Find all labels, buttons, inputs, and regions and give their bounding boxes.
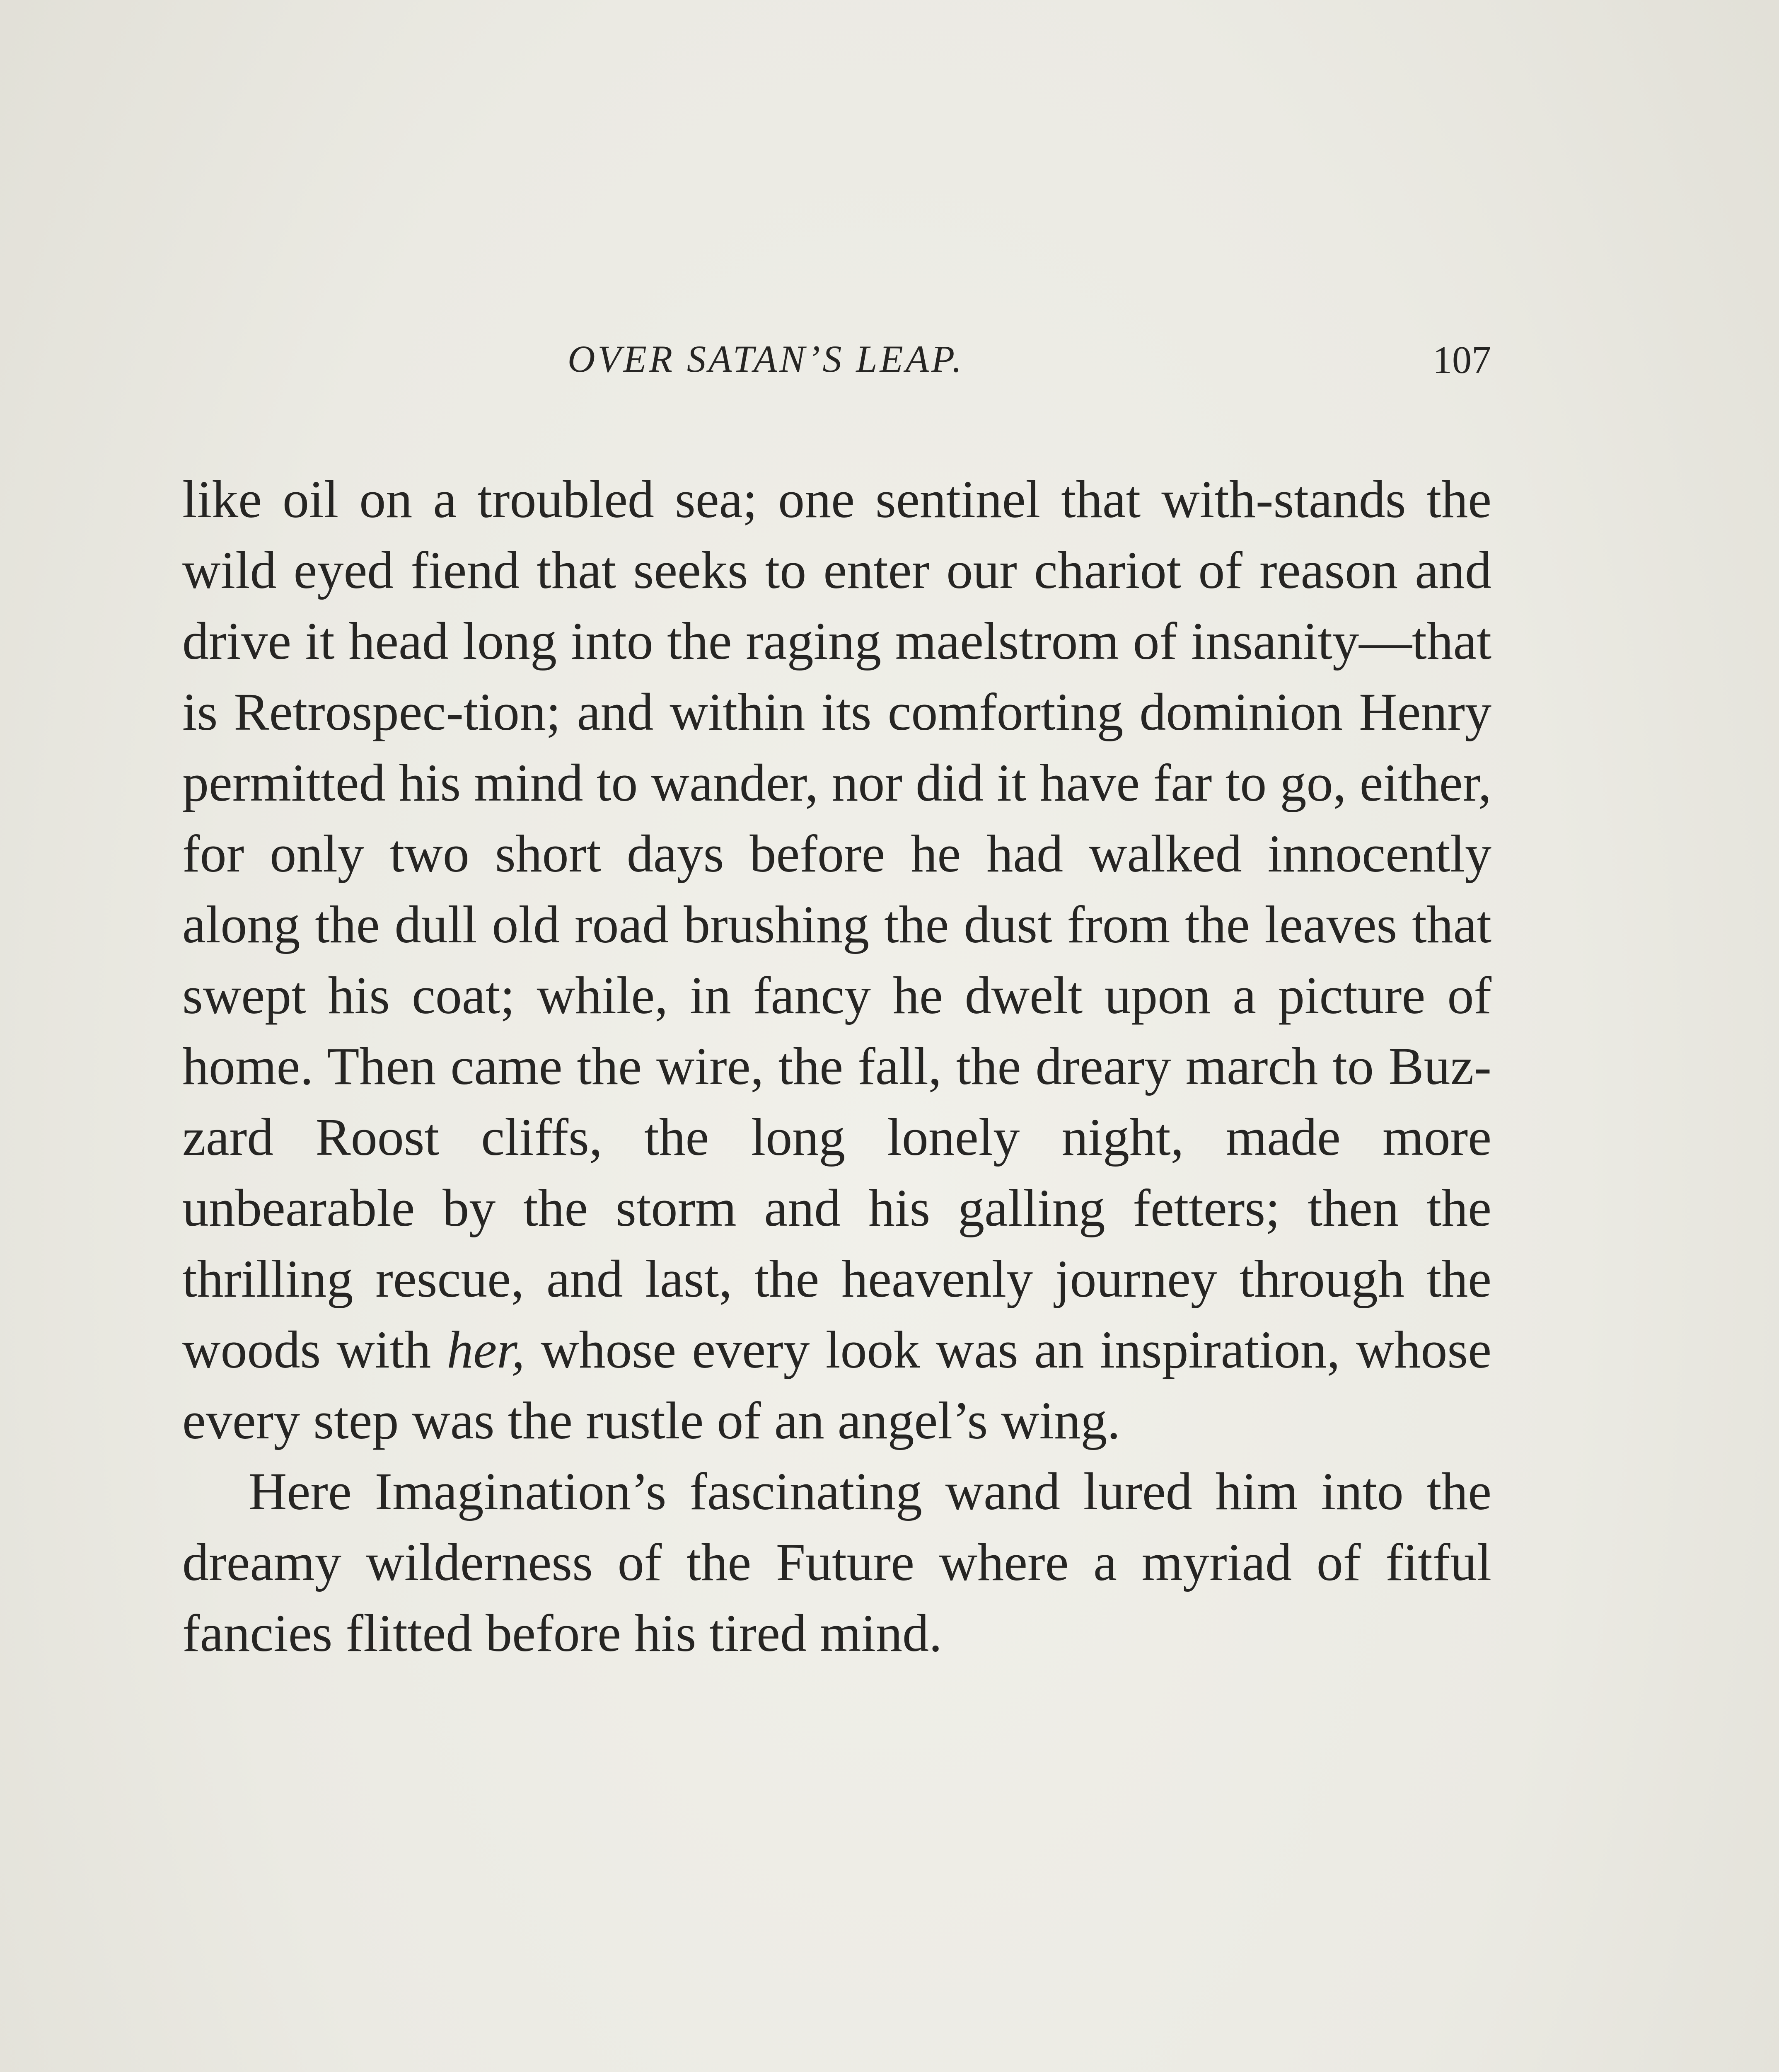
body-text [182, 464, 1491, 1669]
page-number: 107 [1433, 339, 1491, 382]
emphasized-word: her, [447, 1320, 525, 1379]
running-title: OVER SATAN’S LEAP. [568, 338, 964, 380]
paragraph-1 [182, 464, 1491, 1456]
paragraph-1-text-start: like oil on a troubled sea; one sentinel that with-stands the wild eyed fiend that seeks to enter our chariot of reason and drive it head long into the raging maelstrom of insanity—that is Retrospec-tion; and within its comforting dominion Henry permitted his mind to wander, nor did it have far to go, either, for only two short days before he had walked innocently along the dull old road brushing the dust from the leaves that swept his coat; while, in fancy he dwelt upon a picture of home. Then came the wire, the fall, the dreary march to Buz-zard Roost cliffs, the long lonely night, made more unbearable by the storm and his galling fetters; then the thrilling rescue, and last, the heavenly journey through the woods with [182, 470, 1491, 1379]
paragraph-2: Here Imagination’s fascinating wand lured him into the dreamy wilderness of the Future where a myriad of fitful fancies flitted before his tired mind. [182, 1462, 1491, 1663]
paragraph-1-text-end: whose every look was an inspiration, whose every step was the rustle of an angel’s wing. [182, 1320, 1492, 1450]
